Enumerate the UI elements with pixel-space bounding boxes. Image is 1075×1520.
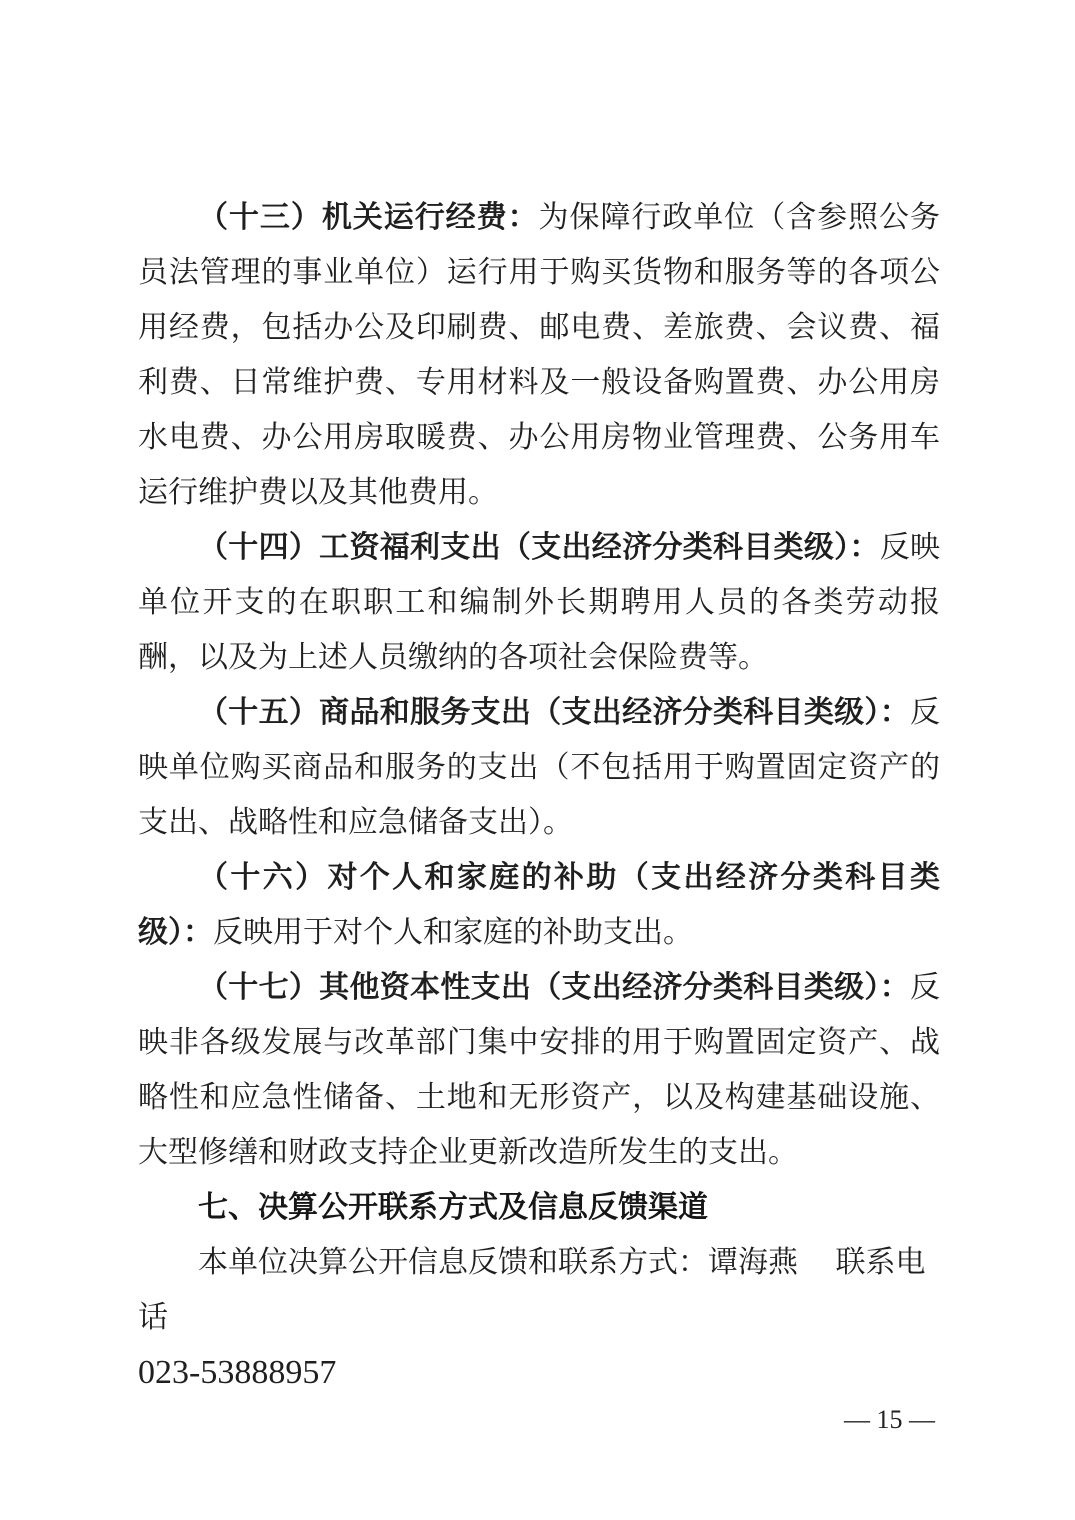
page-number: — 15 —	[844, 1405, 935, 1434]
paragraph-17-heading: （十七）其他资本性支出（支出经济分类科目类级）：	[198, 971, 910, 1004]
contact-info-line: 本单位决算公开信息反馈和联系方式：谭海燕 联系电话	[138, 1246, 926, 1334]
paragraph-14-heading: （十四）工资福利支出（支出经济分类科目类级）：	[198, 531, 880, 564]
paragraph-16-heading: （十六）对个人和家庭的补助（支出经济分类科目类级）：	[138, 861, 940, 949]
paragraph-13-body: 为保障行政单位（含参照公务员法管理的事业单位）运行用于购买货物和服务等的各项公用经费，包括办公及印刷费、邮电费、差旅费、会议费、福利费、日常维护费、专用材料及一般设备购置费、办公用房水电费、办公用房取暖费、办公用房物业管理费、公务用车运行维护费以及其他费用。	[138, 201, 941, 509]
paragraph-15-heading: （十五）商品和服务支出（支出经济分类科目类级）：	[198, 696, 910, 729]
paragraph-13	[138, 190, 940, 520]
paragraph-16	[138, 850, 940, 960]
paragraph-17	[138, 960, 940, 1180]
paragraph-15	[138, 685, 940, 850]
paragraph-14	[138, 520, 940, 685]
paragraph-17-body: 反映非各级发展与改革部门集中安排的用于购置固定资产、战略性和应急性储备、土地和无形资产，以及构建基础设施、大型修缮和财政支持企业更新改造所发生的支出。	[138, 971, 940, 1169]
document-content	[138, 190, 940, 1400]
paragraph-15-body: 反映单位购买商品和服务的支出（不包括用于购置固定资产的支出、战略性和应急储备支出）。	[138, 696, 940, 839]
contact-phone-number: 023-53888957	[138, 1354, 337, 1391]
paragraph-13-heading: （十三）机关运行经费：	[198, 201, 539, 234]
paragraph-14-body: 反映单位开支的在职职工和编制外长期聘用人员的各类劳动报酬，以及为上述人员缴纳的各项社会保险费等。	[138, 531, 941, 674]
section-heading-contact-channels: 七、决算公开联系方式及信息反馈渠道	[198, 1191, 708, 1224]
paragraph-16-body: 反映用于对个人和家庭的补助支出。	[213, 916, 693, 949]
